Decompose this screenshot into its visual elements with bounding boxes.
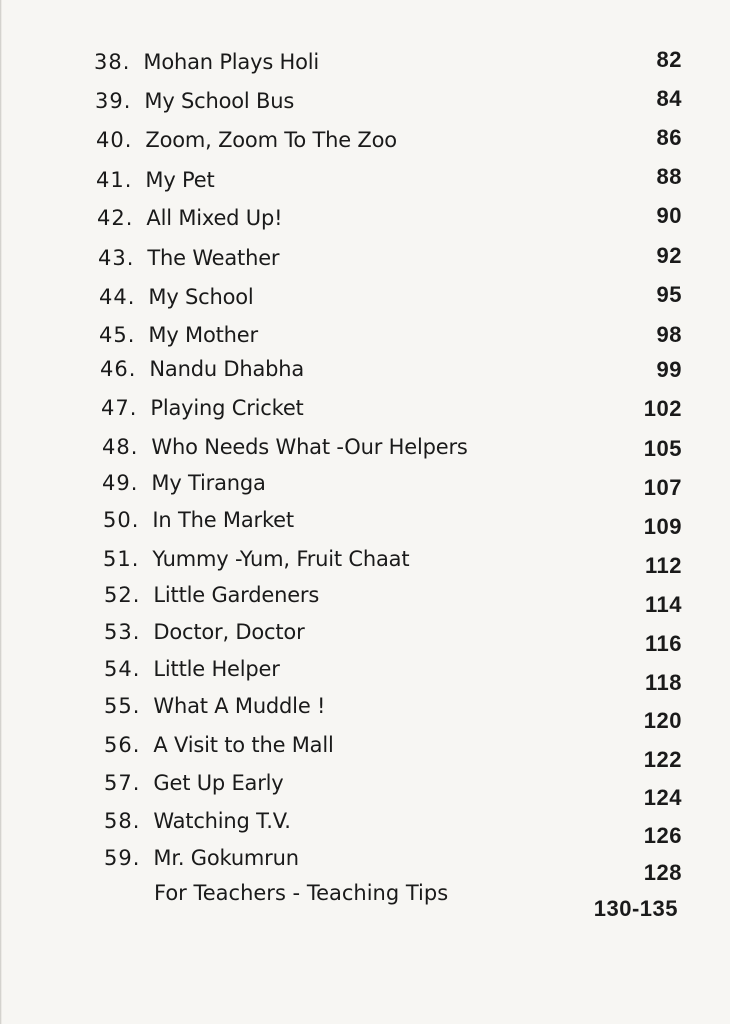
- entry-page: 114: [645, 592, 682, 617]
- entry-page: 107: [643, 475, 682, 500]
- entry-number: 43.: [98, 246, 135, 270]
- entry-page: 112: [645, 553, 682, 578]
- toc-entry: [102, 432, 468, 462]
- toc-entry: [104, 580, 319, 610]
- entry-title: What A Muddle !: [153, 694, 326, 718]
- entry-title: My Mother: [148, 323, 258, 347]
- entry-title: Doctor, Doctor: [153, 620, 305, 644]
- entry-page: 82: [656, 47, 682, 72]
- entry-title: Little Gardeners: [153, 583, 320, 607]
- entry-title: Yummy -Yum, Fruit Chaat: [152, 547, 410, 571]
- entry-number: 45.: [99, 323, 136, 347]
- toc-entry: [104, 617, 305, 647]
- entry-number: 57.: [104, 771, 141, 795]
- entry-number: 53.: [104, 620, 141, 644]
- entry-title: A Visit to the Mall: [153, 733, 334, 757]
- entry-page: 105: [643, 436, 682, 461]
- entry-number: 49.: [102, 471, 139, 495]
- toc-entry: [100, 354, 304, 384]
- toc-entry: [94, 47, 319, 77]
- entry-number: 59.: [104, 846, 141, 870]
- entry-title: Nandu Dhabha: [149, 357, 305, 381]
- entry-page: 116: [645, 631, 682, 656]
- entry-title: Zoom, Zoom To The Zoo: [145, 128, 397, 152]
- entry-title: My School: [148, 285, 254, 309]
- entry-number: 52.: [104, 583, 141, 607]
- teachers-page: 130-135: [593, 896, 678, 921]
- toc-entry: [97, 203, 282, 233]
- entry-title: My Pet: [145, 168, 215, 192]
- entry-number: 56.: [104, 733, 141, 757]
- toc-entry: [96, 125, 397, 155]
- teachers-entry: [154, 878, 448, 908]
- entry-title: Watching T.V.: [153, 809, 291, 833]
- toc-entry: [99, 320, 258, 350]
- entry-page: 98: [656, 322, 682, 347]
- toc-entry: [101, 393, 304, 423]
- entry-number: 44.: [99, 285, 136, 309]
- entry-page: 122: [643, 747, 682, 772]
- entry-title: Little Helper: [153, 657, 280, 681]
- entry-title: Get Up Early: [153, 771, 284, 795]
- toc-entry: [103, 505, 294, 535]
- toc-entry: [98, 243, 279, 273]
- entry-number: 51.: [103, 547, 140, 571]
- entry-page: 95: [656, 282, 682, 307]
- entry-number: 58.: [104, 809, 141, 833]
- entry-page: 102: [643, 396, 682, 421]
- toc-entry: [96, 165, 215, 195]
- entry-number: 38.: [94, 50, 131, 74]
- entry-number: 39.: [95, 89, 132, 113]
- toc-entry: [103, 544, 409, 574]
- entry-number: 42.: [97, 206, 134, 230]
- entry-title: In The Market: [152, 508, 294, 532]
- entry-number: 40.: [96, 128, 133, 152]
- entry-page: 120: [643, 708, 682, 733]
- entry-page: 118: [645, 670, 682, 695]
- toc-entry: [102, 468, 266, 498]
- entry-page: 86: [656, 125, 682, 150]
- teachers-title: For Teachers - Teaching Tips: [154, 881, 449, 905]
- toc-entry: [104, 806, 291, 836]
- entry-page: 124: [643, 785, 682, 810]
- entry-title: The Weather: [147, 246, 280, 270]
- entry-number: 47.: [101, 396, 138, 420]
- entry-number: 41.: [96, 168, 133, 192]
- entry-page: 99: [656, 357, 682, 382]
- entry-page: 126: [643, 823, 682, 848]
- entry-number: 50.: [103, 508, 140, 532]
- entry-page: 92: [656, 243, 682, 268]
- entry-number: 54.: [104, 657, 141, 681]
- entry-number: 48.: [102, 435, 139, 459]
- entry-page: 109: [643, 514, 682, 539]
- entry-title: Playing Cricket: [150, 396, 304, 420]
- toc-entry: [104, 691, 325, 721]
- toc-entry: [104, 730, 334, 760]
- entry-title: My Tiranga: [151, 471, 266, 495]
- entry-number: 55.: [104, 694, 141, 718]
- entry-title: Mr. Gokumrun: [153, 846, 299, 870]
- toc-entry: [104, 768, 284, 798]
- entry-page: 88: [656, 164, 682, 189]
- entry-page: 128: [643, 860, 682, 885]
- entry-page: 84: [656, 86, 682, 111]
- toc-entry: [104, 843, 299, 873]
- toc-entry: [95, 86, 294, 116]
- entry-title: Mohan Plays Holi: [143, 50, 320, 74]
- toc-entry: [104, 654, 280, 684]
- entry-number: 46.: [100, 357, 137, 381]
- entry-title: All Mixed Up!: [146, 206, 283, 230]
- entry-title: Who Needs What -Our Helpers: [151, 435, 468, 459]
- entry-title: My School Bus: [144, 89, 295, 113]
- entry-page: 90: [656, 203, 682, 228]
- toc-entry: [99, 282, 254, 312]
